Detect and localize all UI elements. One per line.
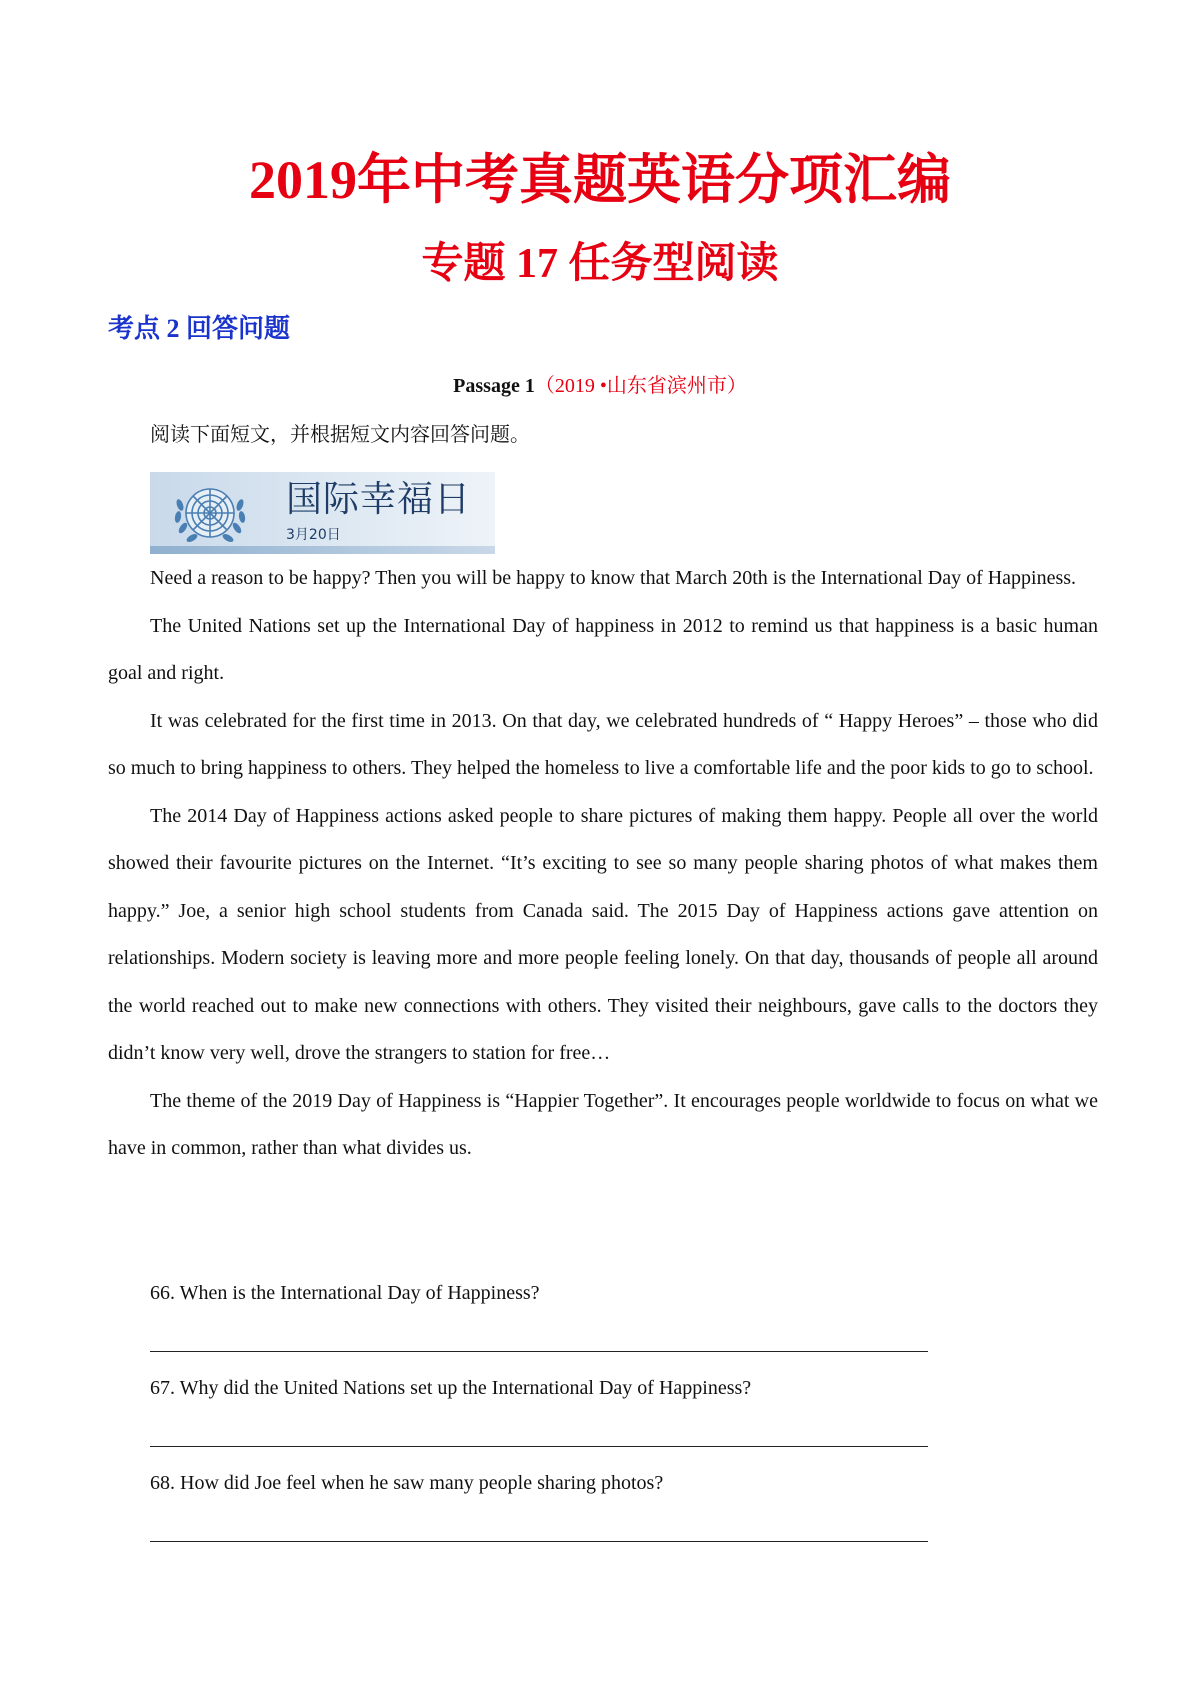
banner-date: 3月20日: [286, 527, 341, 543]
answer-line-66: [150, 1318, 928, 1366]
passage-source: （2019 •山东省滨州市）: [534, 375, 747, 397]
document-subtitle: 专题 17 任务型阅读: [421, 241, 779, 287]
answer-line-68: [150, 1508, 928, 1556]
document-title: 2019年中考真题英语分项汇编: [249, 150, 951, 210]
answer-line-67: [150, 1413, 928, 1461]
banner-stripe: [150, 546, 495, 554]
question-list: [108, 1270, 1098, 1555]
instruction-text: 阅读下面短文，并根据短文内容回答问题。: [150, 424, 530, 446]
question-66: 66. When is the International Day of Happiness?: [150, 1282, 540, 1304]
paragraph: The 2014 Day of Happiness actions asked people to share pictures of making them happy. People all over the world showed their favourite pictures on the Internet. “It’s exciting to see so many people sharing photos of what makes them happy.” Joe, a senior high school students from Canada said. The 2015 Day of Happiness actions gave attention on relationships. Modern society is leaving more and more people feeling lonely. On that day, thousands of people all around the world reached out to make new connections with others. They visited their neighbours, gave calls to the doctors they didn’t know very well, drove the strangers to station for free…: [108, 804, 1098, 1064]
passage-body: [108, 555, 1098, 1173]
section-heading: 考点 2 回答问题: [108, 314, 291, 343]
question-68: 68. How did Joe feel when he saw many people sharing photos?: [150, 1472, 664, 1494]
passage-heading: [0, 372, 1200, 400]
paragraph: The theme of the 2019 Day of Happiness is “Happier Together”. It encourages people worldwide to focus on what we have in common, rather than what divides us.: [108, 1089, 1098, 1159]
happiness-day-banner: [150, 472, 495, 554]
banner-title: 国际幸福日: [286, 479, 472, 520]
paragraph: The United Nations set up the International Day of happiness in 2012 to remind us that happiness is a basic human goal and right.: [108, 614, 1098, 684]
paragraph: Need a reason to be happy? Then you will be happy to know that March 20th is the International Day of Happiness.: [150, 567, 1077, 589]
question-67: 67. Why did the United Nations set up the International Day of Happiness?: [150, 1377, 752, 1399]
paragraph: It was celebrated for the first time in 2013. On that day, we celebrated hundreds of “ Happy Heroes” – those who did so much to bring happiness to others. They helped the homeless to live a comfortable life and the poor kids to go to school.: [108, 709, 1098, 779]
passage-name: Passage 1: [453, 375, 535, 397]
un-emblem-icon: [172, 475, 248, 551]
